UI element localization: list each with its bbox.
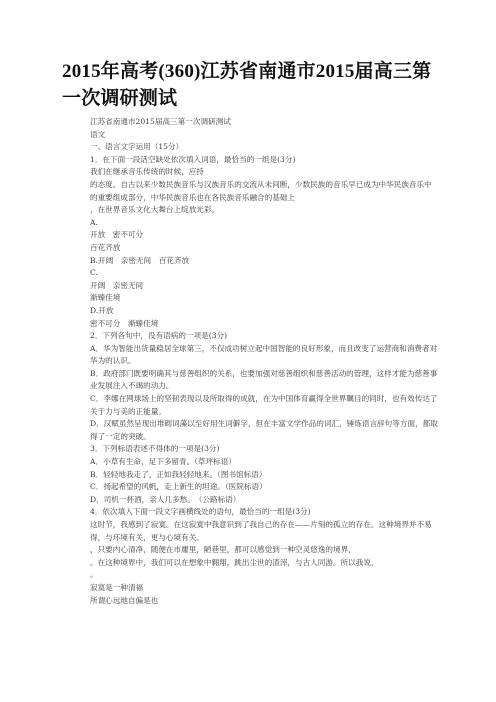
text-line: 2．下列各句中，没有语病的一项是(3分) bbox=[90, 331, 228, 341]
text-line: 的重要组成部分，中华民族音乐也在各民族音乐融合的基础上 bbox=[90, 192, 296, 202]
text-line: 的态度。自古以来少数民族音乐与汉族音乐的交流从未间断，少数民族的音乐早已成为中华民族音乐中 bbox=[90, 179, 432, 189]
text-line: ，只要内心清净，随便在市廛里，陋巷里，都可以感觉到一种空灵悠逸的境界， bbox=[90, 545, 356, 555]
text-line: 4．依次填入下面一段文字画横线处的语句，最恰当的一组是(3分) bbox=[90, 507, 311, 517]
text-line: A．小草有生命，足下多留青。（草坪标语） bbox=[90, 457, 236, 467]
text-line: 寂寞是一种清福 bbox=[90, 582, 144, 592]
text-line: 1．在下面一段话空缺处依次填入词语，最恰当的一组是(3分) bbox=[90, 154, 296, 164]
text-line: B．轻轻地我走了，正如我轻轻地来。（图书馆标语） bbox=[90, 469, 267, 479]
text-line: A．华为智能出货量稳居全球第三，不仅成功树立起中国智能的良好形象，而且改变了运营商和消费者对华为的认识。 bbox=[90, 343, 438, 366]
text-line: 百花齐放 bbox=[90, 242, 121, 252]
text-line: 3．下列标语表述不得体的一项是(3分) bbox=[90, 444, 220, 454]
text-line: D．司机一杯酒，亲人几多愁。 （公路标语） bbox=[90, 494, 241, 504]
text-line: C. bbox=[90, 268, 98, 278]
text-line: 这时节，我感到了寂寞。在这寂寞中我意识到了我自己的存在——片刻的孤立的存在。这种境界并不易得，与环境有关，更与心境有关。 bbox=[90, 520, 432, 542]
document-title: 2015年高考(360)江苏省南通市2015届高三第一次调研测试 bbox=[62, 61, 432, 109]
text-line: 所谓心远地自偏是也 bbox=[90, 595, 159, 605]
text-line: 渐臻佳境 bbox=[90, 293, 121, 303]
document-body bbox=[62, 116, 440, 607]
text-line: 。 bbox=[90, 570, 98, 580]
text-line: 江苏省南通市2015届高三第一次调研测试 bbox=[90, 117, 231, 126]
text-line: D．汉赋虽然呈现出堆砌词藻以至好用生词僻字，但在丰富文学作品的词汇、锤炼语言辞句等方面，都取得了一定的突破。 bbox=[90, 419, 438, 441]
text-line: A. bbox=[90, 217, 98, 227]
text-line: ，在世界音乐文化大舞台上绽放光彩。 bbox=[90, 205, 220, 215]
document-page bbox=[62, 58, 440, 607]
text-line: D.开放 bbox=[90, 305, 114, 315]
text-line: 一、语言文字运用（15分） bbox=[90, 142, 184, 152]
text-line: 密不可分 渐臻佳境 bbox=[90, 318, 159, 328]
text-line: C．李娜在网球场上的坚韧表现以及所取得的成就，在为中国体育赢得全世界瞩目的同时，也有效传达了关于力与美的正能量。 bbox=[90, 394, 438, 416]
text-line: 语文 bbox=[90, 129, 106, 139]
text-line: 开放 密不可分 bbox=[90, 230, 144, 240]
text-line: B.开阔 亲密无间 百花齐放 bbox=[90, 255, 190, 265]
text-line: B．政府部门既要明确其与慈善组织的关系，也要加强对慈善组织和慈善活动的管理，这样才能为慈善事业发展注入不竭的动力。 bbox=[90, 368, 438, 391]
text-line: 开阔 亲密无间 bbox=[90, 280, 144, 290]
text-line: 。在这种境界中，我们可以在想象中翱翔，跳出尘世的渣滓，与古人同游。所以我说， bbox=[90, 557, 379, 567]
text-line: C．扬起希望的风帆，走上新生的坦途。（医院标语） bbox=[90, 482, 267, 492]
text-line: 我们在继承音乐传统的时候，应持 bbox=[90, 167, 204, 177]
